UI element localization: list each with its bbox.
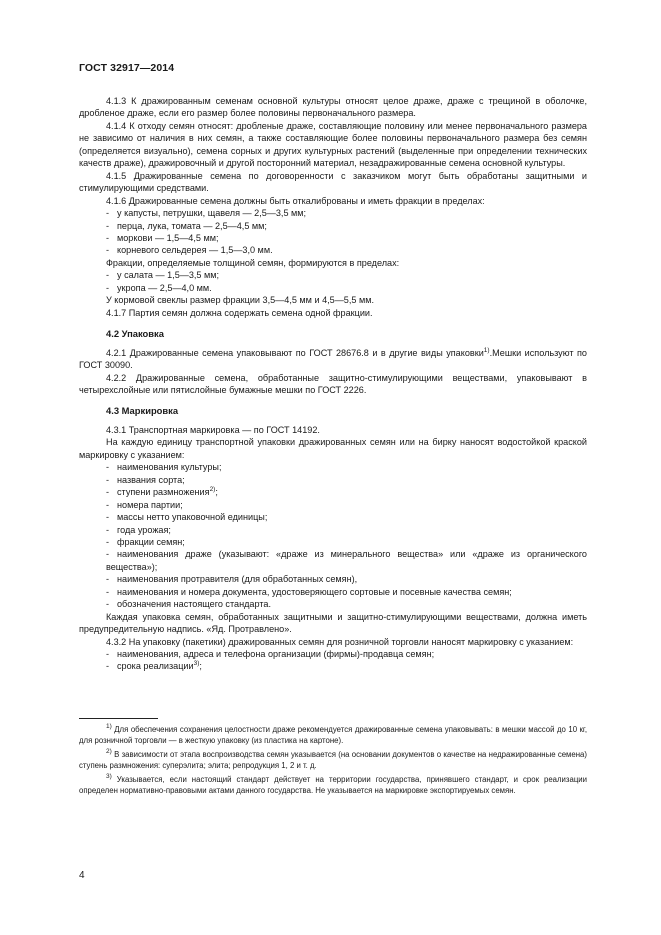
list-item: - у капусты, петрушки, щавеля — 2,5—3,5 мм; — [106, 208, 307, 219]
paragraph-4-1-7: 4.1.7 Партия семян должна содержать семена одной фракции. — [106, 307, 373, 318]
page-number: 4 — [79, 870, 85, 881]
paragraph-thickness: Фракции, определяемые толщиной семян, формируются в пределах: — [106, 257, 400, 268]
footnote: $^{1)}$ Для обеспечения сохранения целостности драже рекомендуется дражированные семена упаковывать: в мешки массой до 10 кг, для розничной торговли — в жесткую упаковку (из пластика на картоне). — [79, 723, 587, 745]
list-item: - номера партии; — [106, 499, 183, 510]
list-item: - фракции семян; — [106, 536, 185, 547]
paragraph-4-1-4: 4.1.4 К отходу семян относят: дробленые драже, составляющие половину или менее первоначального размера не зависимо от наличия в них семян, а также составляющие более половины первоначального размера без семян (определяется визуально), семена сорных и других культурных растений (выделенные при определении технических качеств драже), дражировочный и другой посторонний материал, незадражированные семена основной культуры. — [79, 120, 587, 169]
footnote: $^{2)}$ В зависимости от этапа воспроизводства семян указывается (на основании документов о качестве на недражированные семена) ступень размножения: суперэлита; элита; репродукция 1, 2 и т. д. — [79, 747, 587, 770]
document-header: ГОСТ 32917—2014 — [79, 62, 175, 74]
section-heading-packaging: 4.2 Упаковка — [106, 328, 164, 340]
document-body — [79, 95, 587, 673]
paragraph-4-3-1: 4.3.1 Транспортная маркировка — по ГОСТ 14192. — [106, 424, 320, 435]
footnote-ref: 2) — [209, 486, 216, 494]
list-item: - у салата — 1,5—3,5 мм; — [106, 270, 220, 281]
footnote-ref: 3) — [193, 660, 200, 668]
list-item: - массы нетто упаковочной единицы; — [106, 512, 268, 523]
paragraph-4-2-2: 4.2.2 Дражированные семена, обработанные защитно-стимулирующими веществами, упаковывают в четырехслойные или пятислойные бумажные мешки по ГОСТ 2226. — [79, 372, 587, 395]
paragraph-4-1-5: 4.1.5 Дражированные семена по договоренности с заказчиком могут быть обработаны защитными и стимулирующими средствами. — [79, 170, 587, 194]
paragraph-4-3-2: 4.3.2 На упаковку (пакетики) дражированных семян для розничной торговли наносят маркировку с указанием: — [106, 636, 574, 647]
list-item: - наименования и номера документа, удостоверяющего сортовые и посевные качества семян; — [106, 586, 512, 597]
list-item: - укропа — 2,5—4,0 мм. — [106, 282, 212, 293]
footnote-ref: 1) — [483, 346, 490, 354]
footnote-divider — [79, 718, 158, 719]
paragraph-beet: У кормовой свеклы размер фракции 3,5—4,5 мм и 4,5—5,5 мм. — [106, 295, 375, 306]
list-item: - наименования драже (указывают: «драже из минерального вещества» или «драже из органического вещества»); — [106, 549, 587, 572]
paragraph-warning: Каждая упаковка семян, обработанных защитными и защитно-стимулирующими веществами, должна иметь предупредительную надпись. «Яд. Протравлено». — [79, 611, 587, 635]
list-item: - перца, лука, томата — 2,5—4,5 мм; — [106, 220, 267, 231]
paragraph-4-1-6: 4.1.6 Дражированные семена должны быть откалиброваны и иметь фракции в пределах: — [106, 195, 485, 206]
list-item: - обозначения настоящего стандарта. — [106, 599, 271, 610]
paragraph-marking: На каждую единицу транспортной упаковки дражированных семян или на бирку наносят водостойкой краской маркировку с указанием: — [79, 437, 587, 460]
list-item: - года урожая; — [106, 524, 171, 535]
footnote: $^{3)}$ Указывается, если настоящий стандарт действует на территории государства, принявшего стандарт, и срок реализации определен нормативно-правовыми актами данного государства. Не указывается на маркировке экспортируемых семян. — [79, 772, 587, 795]
list-item: - наименования, адреса и телефона организации (фирмы)-продавца семян; — [106, 649, 435, 660]
list-item: - моркови — 1,5—4,5 мм; — [106, 232, 219, 243]
list-item: - наименования протравителя (для обработанных семян), — [106, 574, 358, 585]
footnotes — [79, 725, 587, 799]
section-heading-marking: 4.3 Маркировка — [106, 405, 179, 417]
list-item: - ступени размножения$^{2)}$; — [106, 486, 218, 498]
list-item: - срока реализации$^{3)}$; — [106, 660, 202, 672]
paragraph-4-1-3: 4.1.3 К дражированным семенам основной культуры относят целое драже, драже с трещиной в оболочке, дробленое драже, если его размер более половины первоначального размера. — [79, 96, 587, 119]
list-item: - наименования культуры; — [106, 462, 222, 473]
paragraph-4-2-1: 4.2.1 Дражированные семена упаковывают по ГОСТ 28676.8 и в другие виды упаковки$^{1)}$.Мешки используют по ГОСТ 30090. — [79, 346, 587, 371]
list-item: - названия сорта; — [106, 474, 185, 485]
list-item: - корневого сельдерея — 1,5—3,0 мм. — [106, 245, 273, 256]
